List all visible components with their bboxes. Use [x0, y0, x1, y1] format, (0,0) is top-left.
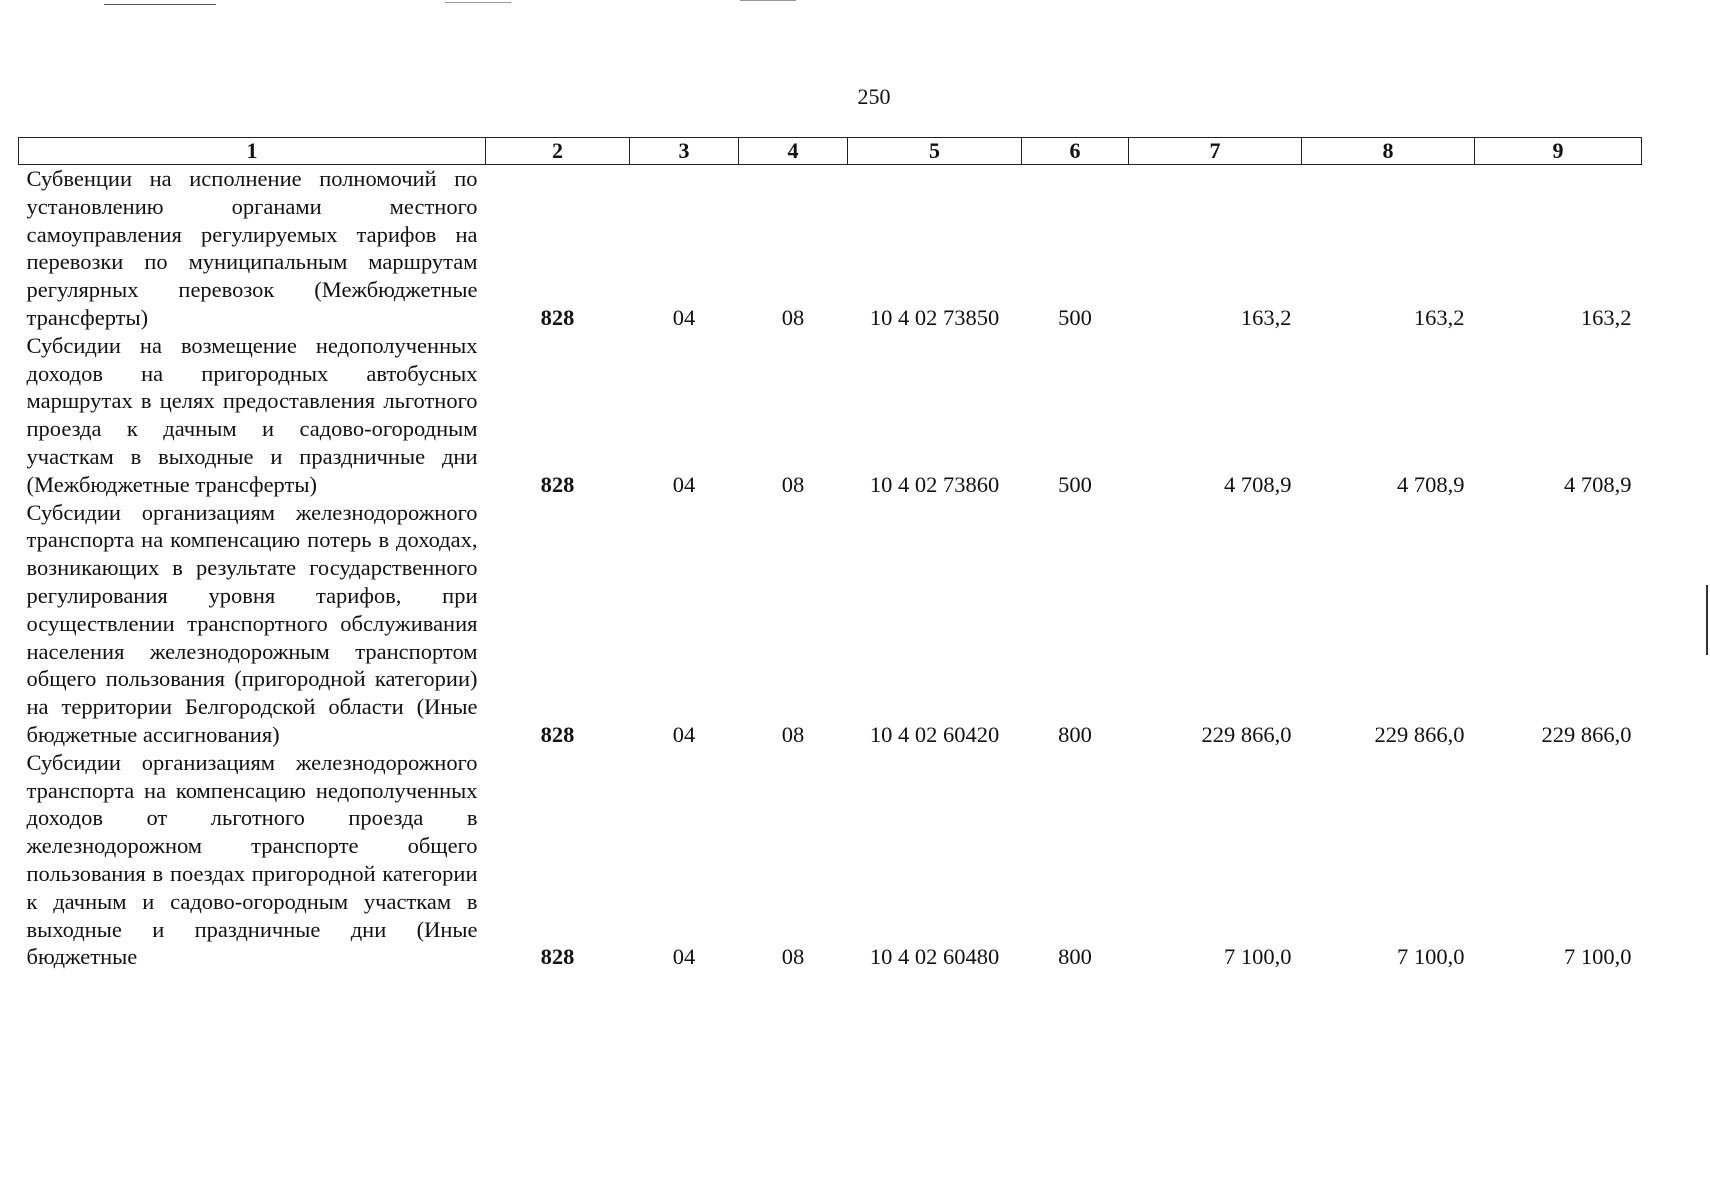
amount-cell-7: 163,2 — [1240, 304, 1292, 330]
amount-cell-9: 7 100,0 — [1564, 944, 1632, 970]
amount-cell-9: 4 708,9 — [1564, 471, 1632, 497]
admin-code-cell: 828 — [540, 721, 575, 747]
section-cell: 04 — [672, 471, 696, 497]
column-header-7: 7 — [1129, 138, 1302, 165]
subsection-cell: 08 — [781, 721, 805, 747]
target-article-cell: 10 4 02 73860 — [869, 471, 1000, 497]
subsection-cell: 08 — [781, 471, 805, 497]
scan-artifact — [1706, 585, 1708, 655]
section-cell: 04 — [672, 721, 696, 747]
table-row — [19, 499, 1642, 749]
subsection-cell: 08 — [781, 304, 805, 330]
row-description: Субсидии на возмещение недополученных доходов на пригородных автобусных маршрутах в целях предоставления льготного проезда к дачным и садово-огородным участкам в выходные и праздничные дни (Межбюджетные трансферты) — [26, 332, 478, 497]
section-cell: 04 — [672, 304, 696, 330]
row-description: Субсидии организациям железнодорожного транспорта на компенсацию потерь в доходах, возникающих в результате государственного регулирования уровня тарифов, при осуществлении транспортного обслуживания населения железнодорожным транспортом общего пользования (пригородной категории) на территории Белгородской области (Иные бюджетные ассигнования) — [26, 499, 478, 747]
expense-type-cell: 500 — [1058, 471, 1092, 497]
column-header-8: 8 — [1302, 138, 1475, 165]
target-article-cell: 10 4 02 60420 — [869, 721, 1000, 747]
scan-artifact — [104, 4, 216, 5]
expense-type-cell: 800 — [1058, 721, 1092, 747]
budget-table — [18, 137, 1642, 971]
expense-type-cell: 500 — [1058, 304, 1092, 330]
table-row — [19, 165, 1642, 332]
scan-artifact — [445, 2, 511, 3]
column-header-9: 9 — [1475, 138, 1642, 165]
header-row — [19, 138, 1642, 165]
amount-cell-8: 7 100,0 — [1397, 944, 1465, 970]
admin-code-cell: 828 — [540, 304, 575, 330]
admin-code-cell: 828 — [540, 471, 575, 497]
amount-cell-7: 4 708,9 — [1224, 471, 1292, 497]
amount-cell-8: 229 866,0 — [1374, 721, 1465, 747]
subsection-cell: 08 — [781, 944, 805, 970]
column-header-5: 5 — [848, 138, 1022, 165]
amount-cell-9: 163,2 — [1580, 304, 1632, 330]
amount-cell-9: 229 866,0 — [1541, 721, 1632, 747]
target-article-cell: 10 4 02 73850 — [869, 304, 1000, 330]
table-row — [19, 749, 1642, 971]
column-header-4: 4 — [739, 138, 848, 165]
row-description: Субсидии организациям железнодорожного транспорта на компенсацию недополученных доходов от льготного проезда в железнодорожном транспорте общего пользования в поездах пригородной категории к дачным и садово-огородным участкам в выходные и праздничные дни (Иные бюджетные — [26, 749, 478, 970]
expense-type-cell: 800 — [1058, 944, 1092, 970]
column-header-3: 3 — [630, 138, 739, 165]
scan-artifact — [740, 0, 796, 1]
admin-code-cell: 828 — [540, 944, 575, 970]
column-header-2: 2 — [486, 138, 630, 165]
amount-cell-7: 7 100,0 — [1224, 944, 1292, 970]
target-article-cell: 10 4 02 60480 — [869, 944, 1000, 970]
page-number: 250 — [857, 84, 891, 109]
row-description: Субвенции на исполнение полномочий по установлению органами местного самоуправления регулируемых тарифов на перевозки по муниципальным маршрутам регулярных перевозок (Межбюджетные трансферты) — [26, 166, 478, 330]
column-header-6: 6 — [1022, 138, 1129, 165]
section-cell: 04 — [672, 944, 696, 970]
amount-cell-8: 4 708,9 — [1397, 471, 1465, 497]
table-row — [19, 332, 1642, 499]
amount-cell-8: 163,2 — [1413, 304, 1465, 330]
amount-cell-7: 229 866,0 — [1201, 721, 1292, 747]
column-header-1: 1 — [19, 138, 486, 165]
